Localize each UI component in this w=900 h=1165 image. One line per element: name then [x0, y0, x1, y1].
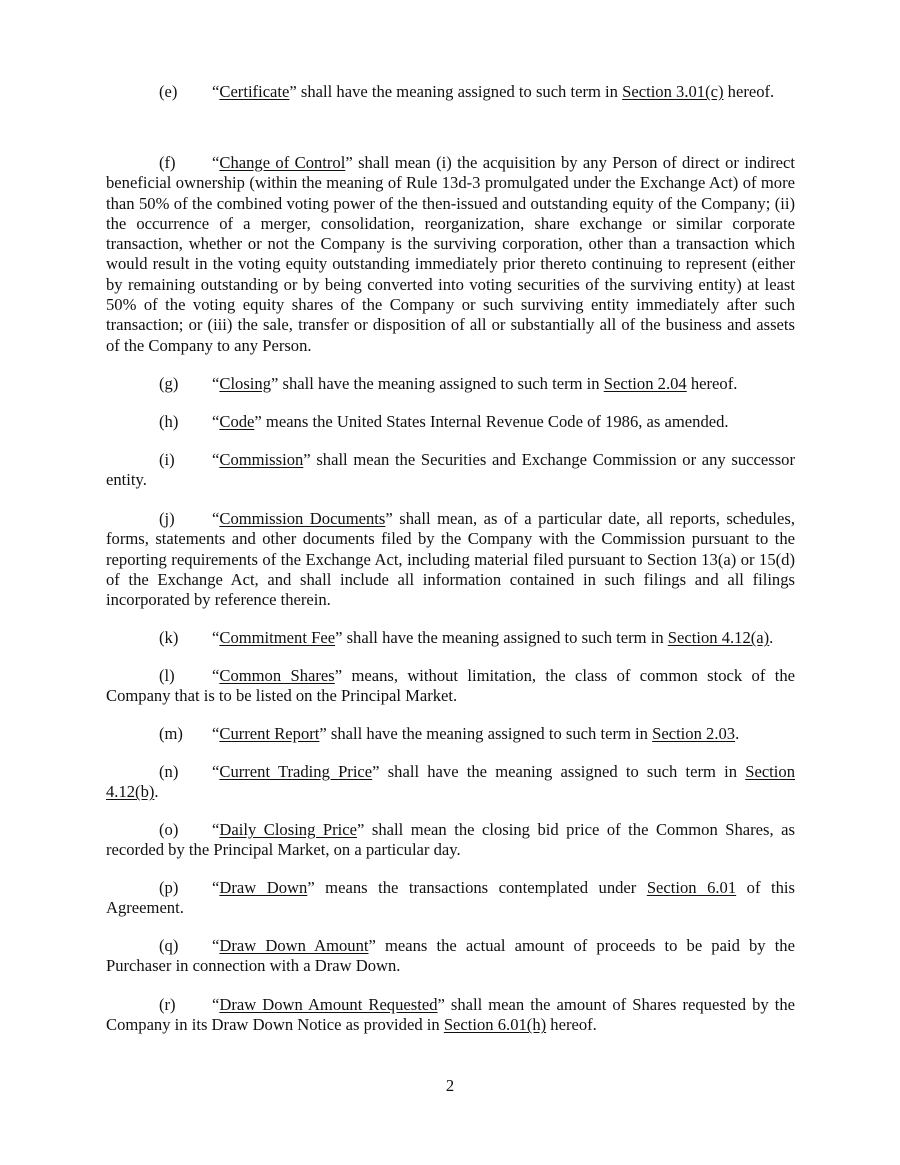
underlined-term: Section 2.04: [603, 374, 687, 393]
underlined-term: Section 4.12(b): [106, 762, 795, 802]
underlined-term: Section 4.12(a): [667, 628, 770, 647]
underlined-term: Commission: [219, 450, 304, 469]
definition-text: .: [735, 724, 740, 743]
definition-label: (o): [159, 820, 179, 839]
definition-text: ” means the United States Internal Revenue Code of 1986, as amended.: [254, 412, 729, 431]
definition-label: (j): [159, 509, 175, 528]
definition-label: (p): [159, 878, 179, 897]
definition-text: “: [212, 936, 220, 955]
definition-text: “: [212, 82, 220, 101]
underlined-term: Section 6.01: [646, 878, 737, 897]
underlined-term: Section 6.01(h): [443, 1015, 547, 1035]
definition-label: (l): [159, 666, 175, 685]
definition-text: “: [212, 724, 220, 743]
definition-text: “: [212, 820, 220, 839]
definition-text: hereof.: [546, 1015, 597, 1035]
definition-text: “: [212, 374, 220, 393]
underlined-term: Closing: [219, 374, 272, 393]
definition-label: (n): [159, 762, 179, 781]
underlined-term: Daily Closing Price: [219, 820, 358, 839]
definition-text: “: [212, 878, 220, 897]
definition-text: hereof.: [723, 82, 775, 101]
underlined-term: Section 2.03: [652, 724, 736, 743]
definition-text: ” shall mean the closing bid price of the Common Shares, as recorded by the Principal Market, on a particular day.: [106, 820, 795, 860]
definition-q: [106, 936, 795, 977]
definition-text: ” shall have the meaning assigned to such term in: [289, 82, 623, 101]
definition-text: “: [212, 666, 220, 685]
definition-label: (h): [159, 412, 179, 431]
definition-text: “: [212, 153, 220, 172]
definition-o: [106, 820, 795, 861]
definition-text: “: [212, 509, 220, 528]
definition-text: ” shall mean (i) the acquisition by any Person of direct or indirect beneficial ownership (within the meaning of Rule 13d-3 promulgated under the Exchange Act) of more than 50% of the combined voting power of the then-issued and outstanding equity of the Company; (ii) the occurrence of a merger, consolidation, reorganization, share exchange or similar corporate transaction, whether or not the Company is the surviving corporation, other than a transaction which would result in the voting equity outstanding immediately prior thereto continuing to represent (either by remaining outstanding or by being converted into voting securities of the surviving entity) at least 50% of the voting equity shares of the Company or such surviving entity immediately after such transaction; or (iii) the sale, transfer or disposition of all or substantially all of the business and assets of the Company to any Person.: [106, 153, 796, 355]
underlined-term: Certificate: [219, 82, 290, 101]
underlined-term: Draw Down Amount: [219, 936, 369, 955]
definition-text: hereof.: [686, 374, 738, 393]
definition-text: .: [154, 782, 159, 802]
definition-text: ” shall have the meaning assigned to such term in: [335, 628, 668, 647]
underlined-term: Section 3.01(c): [622, 82, 724, 101]
definition-text: of this Agreement.: [106, 878, 795, 918]
definition-label: (f): [159, 153, 176, 172]
definition-text: ” shall mean, as of a particular date, all reports, schedules, forms, statements and other documents filed by the Company with the Commission pursuant to the reporting requirements of the Exchange Act, including material filed pursuant to Section 13(a) or 15(d) of the Exchange Act, and shall include all information contained in such filings and all filings incorporated by reference therein.: [106, 509, 795, 610]
definition-label: (m): [159, 724, 183, 743]
definition-f: [106, 153, 795, 356]
definition-text: ” means, without limitation, the class of common stock of the Company that is to be listed on the Principal Market.: [106, 666, 795, 706]
definition-label: (r): [159, 995, 176, 1014]
definition-label: (q): [159, 936, 179, 955]
underlined-term: Change of Control: [219, 153, 346, 172]
definition-j: [106, 509, 795, 610]
definition-text: “: [212, 450, 220, 469]
definition-e: [106, 82, 795, 102]
definition-label: (g): [159, 374, 179, 393]
definition-text: ” shall have the meaning assigned to such term in: [372, 762, 746, 781]
underlined-term: Draw Down Amount Requested: [219, 995, 438, 1014]
definition-text: ” shall have the meaning assigned to such term in: [271, 374, 604, 393]
definition-p: [106, 878, 795, 919]
definition-text: ” shall mean the amount of Shares requested by the Company in its Draw Down Notice as provided in: [106, 995, 795, 1035]
definition-label: (k): [159, 628, 179, 647]
definition-label: (e): [159, 82, 178, 101]
underlined-term: Current Report: [219, 724, 320, 743]
page-number: 2: [445, 1076, 455, 1095]
definition-text: “: [212, 762, 220, 781]
underlined-term: Commission Documents: [219, 509, 386, 528]
underlined-term: Draw Down: [219, 878, 308, 897]
definition-text: ” means the actual amount of proceeds to be paid by the Purchaser in connection with a Draw Down.: [106, 936, 795, 976]
definition-text: .: [769, 628, 774, 647]
definition-text: “: [212, 995, 220, 1014]
definition-k: [106, 628, 795, 648]
definition-i: [106, 450, 795, 491]
definition-text: “: [212, 412, 220, 431]
definition-text: ” shall have the meaning assigned to such term in: [319, 724, 653, 743]
definition-l: [106, 666, 795, 707]
definition-h: [106, 412, 795, 432]
underlined-term: Code: [219, 412, 255, 431]
underlined-term: Common Shares: [219, 666, 335, 685]
definition-r: [106, 995, 795, 1036]
definition-g: [106, 374, 795, 394]
definition-m: [106, 724, 795, 744]
definition-text: ” means the transactions contemplated under: [307, 878, 647, 897]
definition-n: [106, 762, 795, 803]
definition-text: ” shall mean the Securities and Exchange Commission or any successor entity.: [106, 450, 795, 490]
underlined-term: Current Trading Price: [219, 762, 373, 781]
definition-label: (i): [159, 450, 175, 469]
definition-text: “: [212, 628, 220, 647]
underlined-term: Commitment Fee: [219, 628, 336, 647]
